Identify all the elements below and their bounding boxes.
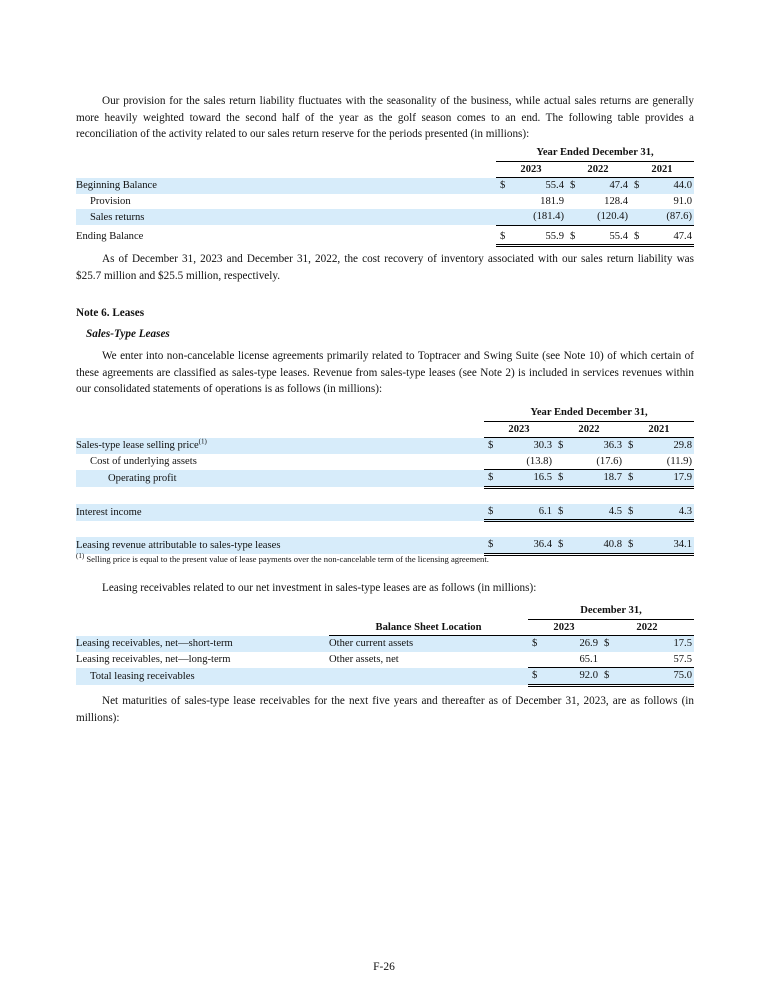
cell-value: 91.0 (673, 195, 692, 207)
row-label: Beginning Balance (76, 178, 496, 194)
cell-value: 36.4 (498, 537, 554, 554)
table-row (76, 537, 694, 554)
sales-return-reserve-table (76, 145, 694, 247)
dollar-sign: $ (554, 470, 568, 488)
table-row (76, 178, 694, 194)
dollar-sign: $ (484, 504, 498, 521)
table-row (76, 504, 694, 521)
cell-value: (87.6) (644, 209, 694, 225)
page-number: F-26 (373, 961, 395, 973)
table-row (76, 438, 694, 454)
cell-value: 44.0 (644, 178, 694, 194)
cell-value: 57.5 (614, 652, 694, 668)
dollar-sign: $ (484, 438, 498, 454)
cell-value: 55.4 (580, 225, 630, 246)
location-header: Balance Sheet Location (329, 619, 528, 636)
cell-value: 26.9 (542, 636, 600, 652)
cell-value: 18.7 (568, 470, 624, 488)
row-label: Cost of underlying assets (90, 456, 197, 467)
cell-value: (120.4) (580, 209, 630, 225)
cell-value: (181.4) (510, 209, 566, 225)
dollar-sign: $ (496, 178, 510, 194)
dollar-sign: $ (554, 504, 568, 521)
cell-value: 34.1 (638, 537, 694, 554)
cell-value: 6.1 (498, 504, 554, 521)
paragraph-sales-type-leases: We enter into non-cancelable license agreements primarily related to Toptracer and Swing Suite (see Note 10) of which certain of these agreements are classified as sales-type leases. Revenue from sales-type leases (see Note 2) is included in services revenues within our consolidated statements of operations is as follows (in millions): (76, 350, 694, 395)
paragraph-sales-return-intro: Our provision for the sales return liability fluctuates with the seasonality of the business, while actual sales returns are generally more heavily weighted toward the second half of the year as the golf season comes to an end. The following table provides a reconciliation of the activity related to our sales return reserve for the periods presented (in millions): (76, 95, 694, 140)
row-label (76, 438, 484, 454)
cell-value: 92.0 (542, 668, 600, 686)
dollar-sign: $ (496, 225, 510, 246)
row-label: Provision (90, 195, 131, 207)
cell-value: 47.4 (580, 178, 630, 194)
cell-value: 40.8 (568, 537, 624, 554)
period-header: Year Ended December 31, (484, 405, 694, 421)
paragraph-leasing-receivables: Leasing receivables related to our net investment in sales-type leases are as follows (in millions): (102, 582, 537, 594)
note-heading: Note 6. Leases (76, 307, 145, 319)
paragraph-net-maturities: Net maturities of sales-type lease receivables for the next five years and thereafter as of December 31, 2023, are as follows (in millions): (76, 695, 694, 724)
row-label: Leasing receivables, net—short-term (76, 636, 329, 652)
cell-value: 55.9 (510, 225, 566, 246)
cell-value: 4.3 (638, 504, 694, 521)
paragraph-cost-recovery: As of December 31, 2023 and December 31, 2022, the cost recovery of inventory associated with our sales return liability was $25.7 million and $25.5 million, respectively. (76, 253, 694, 282)
year-header: 2021 (630, 161, 694, 178)
period-header: December 31, (528, 603, 694, 619)
dollar-sign: $ (528, 668, 542, 686)
year-header: 2022 (566, 161, 630, 178)
cell-value: 16.5 (498, 470, 554, 488)
period-header: Year Ended December 31, (496, 145, 694, 161)
location-cell: Other assets, net (329, 654, 399, 665)
dollar-sign: $ (624, 537, 638, 554)
year-header: 2021 (624, 421, 694, 438)
year-header: 2023 (496, 161, 566, 178)
sub-heading: Sales-Type Leases (86, 328, 170, 340)
location-cell (329, 668, 528, 686)
cell-value: 36.3 (568, 438, 624, 454)
cell-value: 30.3 (498, 438, 554, 454)
year-header: 2022 (600, 619, 694, 636)
dollar-sign: $ (528, 636, 542, 652)
row-label-text: Sales-type lease selling price (76, 440, 199, 451)
cell-value: 47.4 (644, 225, 694, 246)
dollar-sign: $ (484, 470, 498, 488)
year-header: 2023 (528, 619, 600, 636)
row-label: Sales returns (76, 209, 496, 225)
table-row (76, 652, 694, 668)
cell-value: (13.8) (498, 454, 554, 470)
footnote-mark: (1) (76, 552, 85, 561)
cell-value: 128.4 (604, 195, 628, 207)
table-row (76, 636, 694, 652)
table-row (76, 454, 694, 470)
dollar-sign: $ (484, 537, 498, 554)
dollar-sign: $ (554, 438, 568, 454)
footnote-text: Selling price is equal to the present value of lease payments over the non-cancelable term of the licensing agreement. (86, 554, 489, 564)
sales-type-lease-table (76, 405, 694, 556)
cell-value: 17.9 (638, 470, 694, 488)
dollar-sign: $ (600, 636, 614, 652)
dollar-sign: $ (624, 438, 638, 454)
footnote-mark: (1) (198, 437, 207, 446)
cell-value: 181.9 (540, 195, 564, 207)
dollar-sign: $ (554, 537, 568, 554)
table-row (76, 225, 694, 246)
cell-value: (17.6) (568, 454, 624, 470)
cell-value: 29.8 (638, 438, 694, 454)
row-label: Leasing revenue attributable to sales-type leases (76, 537, 484, 554)
table-footnote (76, 554, 489, 564)
row-label: Ending Balance (76, 231, 144, 243)
dollar-sign: $ (624, 504, 638, 521)
table-row (76, 668, 694, 686)
cell-value: 55.4 (510, 178, 566, 194)
table-row (76, 209, 694, 225)
cell-value: (11.9) (638, 454, 694, 470)
row-label: Interest income (76, 504, 484, 521)
table-row (76, 470, 694, 488)
cell-value: 17.5 (614, 636, 694, 652)
dollar-sign: $ (566, 178, 580, 194)
year-header: 2022 (554, 421, 624, 438)
cell-value: 65.1 (542, 652, 600, 668)
cell-value: 4.5 (568, 504, 624, 521)
year-header: 2023 (484, 421, 554, 438)
row-label: Operating profit (76, 470, 484, 488)
row-label: Total leasing receivables (76, 668, 329, 686)
cell-value: 75.0 (614, 668, 694, 686)
leasing-receivables-table (76, 603, 694, 687)
dollar-sign: $ (600, 668, 614, 686)
dollar-sign: $ (624, 470, 638, 488)
dollar-sign: $ (566, 225, 580, 246)
table-row (76, 194, 694, 210)
row-label: Leasing receivables, net—long-term (76, 654, 231, 665)
location-cell: Other current assets (329, 636, 528, 652)
dollar-sign: $ (630, 178, 644, 194)
dollar-sign: $ (630, 225, 644, 246)
